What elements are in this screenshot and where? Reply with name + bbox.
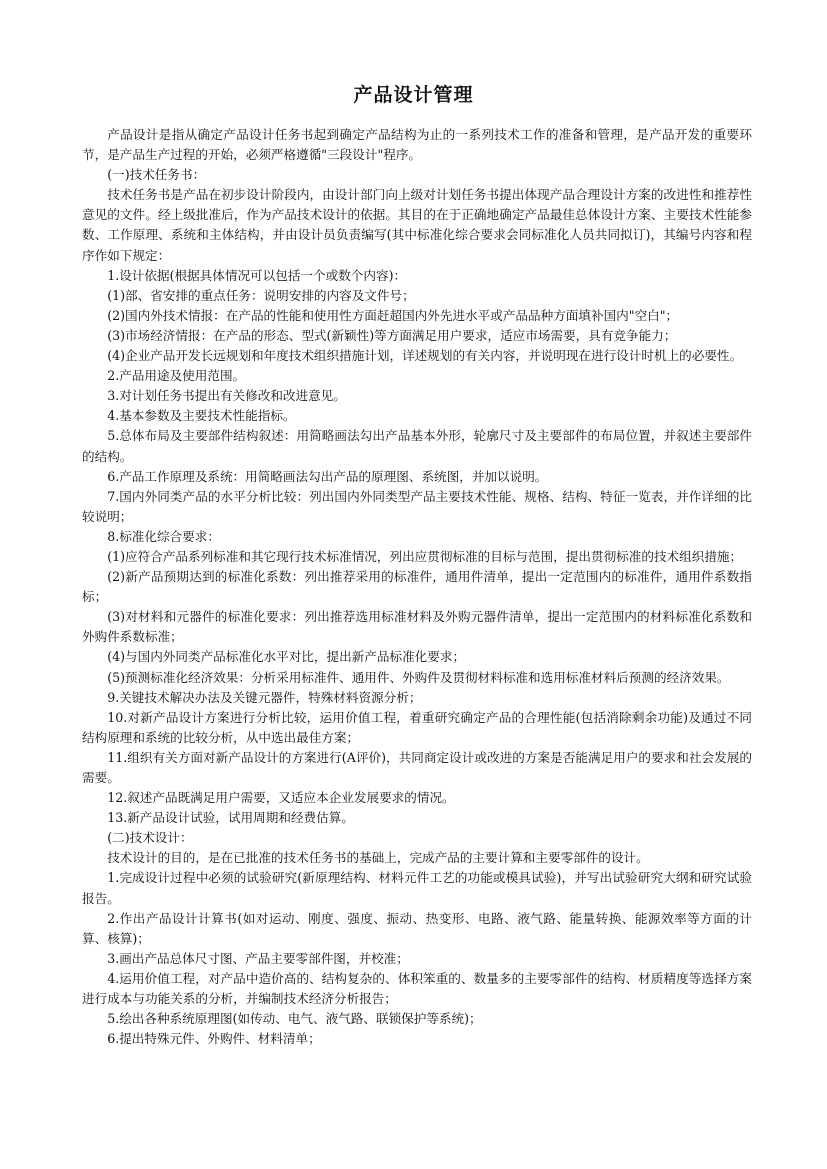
paragraph: 6.产品工作原理及系统：用简略画法勾出产品的原理图、系统图，并加以说明。 xyxy=(107,468,548,484)
paragraph: 8.标准化综合要求： xyxy=(107,528,220,544)
paragraph: 3.画出产品总体尺寸图、产品主要零部件图，并校准； xyxy=(107,950,409,966)
paragraph: 5.总体布局及主要部件结构叙述：用简略画法勾出产品基本外形，轮廓尺寸及主要部件的布局位置，并叙述主要部件的结构。 xyxy=(82,428,752,464)
paragraph: (2)国内外技术情报：在产品的性能和使用性方面赶超国内外先进水平或产品品种方面填补国内"空白"； xyxy=(107,307,679,323)
paragraph: 6.提出特殊元件、外购件、材料清单； xyxy=(107,1031,321,1047)
paragraph: 2.产品用途及使用范围。 xyxy=(107,368,246,384)
paragraph: 5.绘出各种系统原理图(如传动、电气、液气路、联锁保护等系统)； xyxy=(107,1011,482,1027)
paragraph: (3)对材料和元器件的标准化要求：列出推荐选用标准材料及外购元器件清单，提出一定范围内的材料标准化系数和外购件系数标准； xyxy=(82,609,752,645)
document-title: 产品设计管理 xyxy=(353,84,474,106)
document-body xyxy=(82,125,752,1049)
paragraph: 4.运用价值工程，对产品中造价高的、结构复杂的、体积笨重的、数量多的主要零部件的结构、材质精度等选择方案进行成本与功能关系的分析，并编制技术经济分析报告； xyxy=(82,970,752,1007)
paragraph: (4)企业产品开发长远规划和年度技术组织措施计划，详述规划的有关内容，并说明现在进行设计时机上的必要性。 xyxy=(107,348,743,364)
paragraph: (3)市场经济情报：在产品的形态、型式(新颖性)等方面满足用户要求，适应市场需要，具有竞争能力； xyxy=(107,327,677,343)
paragraph: 1.完成设计过程中必须的试验研究(新原理结构、材料元件工艺的功能或模具试验)，并写出试验研究大纲和研究试验报告。 xyxy=(82,870,752,906)
paragraph: 技术任务书是产品在初步设计阶段内，由设计部门向上级对计划任务书提出体现产品合理设计方案的改进性和推荐性意见的文件。经上级批准后，作为产品技术设计的依据。其目的在于正确地确定产品最佳总体设计方案、主要技术性能参数、工作原理、系统和主体结构，并由设计员负责编写(其中标准化综合要求会同标准化人员共同拟订)，其编号内容和程序作如下规定： xyxy=(82,187,752,263)
paragraph: (1)应符合产品系列标准和其它现行技术标准情况，列出应贯彻标准的目标与范围，提出贯彻标准的技术组织措施； xyxy=(107,548,743,564)
paragraph: (5)预测标准化经济效果：分析采用标准件、通用件、外购件及贯彻材料标准和选用标准材料后预测的经济效果。 xyxy=(107,669,730,685)
paragraph: (4)与国内外同类产品标准化水平对比，提出新产品标准化要求； xyxy=(107,649,466,665)
paragraph: 10.对新产品设计方案进行分析比较，运用价值工程，着重研究确定产品的合理性能(包括消除剩余功能)及通过不同结构原理和系统的比较分析，从中选出最佳方案； xyxy=(82,709,752,745)
paragraph: 4.基本参数及主要技术性能指标。 xyxy=(107,408,296,424)
paragraph: 13.新产品设计试验，试用周期和经费估算。 xyxy=(107,810,354,826)
paragraph: (二)技术设计： xyxy=(107,830,193,846)
paragraph: 9.关键技术解决办法及关键元器件，特殊材料资源分析； xyxy=(107,689,422,705)
paragraph: (一)技术任务书： xyxy=(107,167,206,183)
paragraph: 3.对计划任务书提出有关修改和改进意见。 xyxy=(107,388,346,404)
paragraph: 11.组织有关方面对新产品设计的方案进行(A评价)，共同商定设计或改进的方案是否能满足用户的要求和社会发展的需要。 xyxy=(82,749,752,785)
paragraph: 1.设计依据(根据具体情况可以包括一个或数个内容)： xyxy=(107,267,407,283)
paragraph: 2.作出产品设计计算书(如对运动、刚度、强度、振动、热变形、电路、液气路、能量转换、能源效率等方面的计算、核算)； xyxy=(82,910,752,946)
paragraph: 技术设计的目的，是在已批准的技术任务书的基础上，完成产品的主要计算和主要零部件的设计。 xyxy=(107,850,649,866)
paragraph: 产品设计是指从确定产品设计任务书起到确定产品结构为止的一系列技术工作的准备和管理，是产品开发的重要环节，是产品生产过程的开始，必须严格遵循"三段设计"程序。 xyxy=(82,127,752,163)
paragraph: (2)新产品预期达到的标准化系数：列出推荐采用的标准件，通用件清单，提出一定范围内的标准件，通用件系数指标； xyxy=(82,569,752,605)
paragraph: 12.叙述产品既满足用户需要，又适应本企业发展要求的情况。 xyxy=(107,790,455,806)
paragraph: (1)部、省安排的重点任务：说明安排的内容及文件号； xyxy=(107,287,415,303)
paragraph: 7.国内外同类产品的水平分析比较：列出国内外同类型产品主要技术性能、规格、结构、特征一览表，并作详细的比较说明； xyxy=(82,488,752,524)
